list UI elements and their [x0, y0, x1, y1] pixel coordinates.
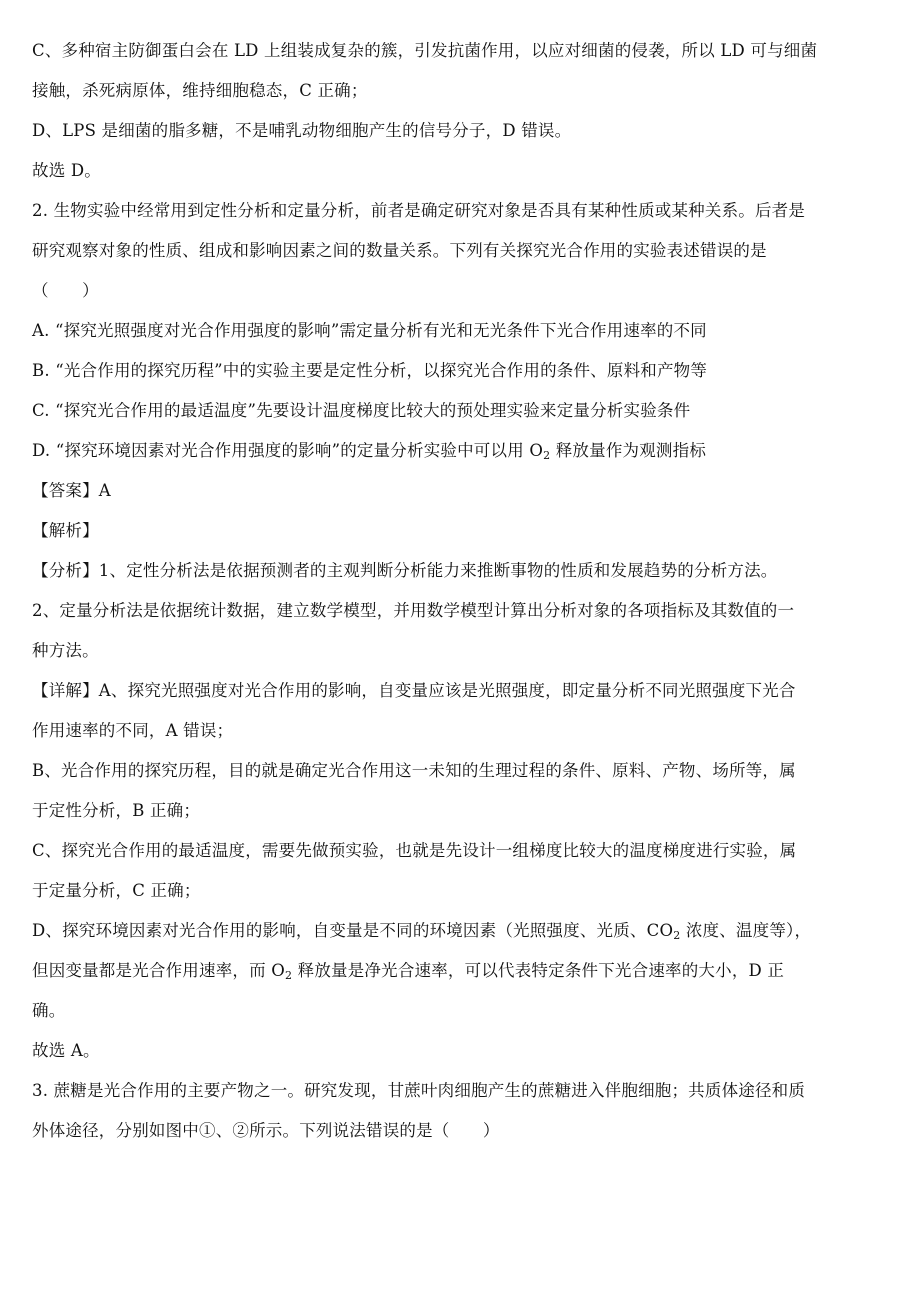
text-line-c-option-analysis: C、多种宿主防御蛋白会在 LD 上组装成复杂的簇，引发抗菌作用，以应对细菌的侵袭，所以 LD 可与细菌 [32, 41, 818, 60]
detail-d-cont [32, 960, 872, 982]
question-2-blank: （ ） [32, 281, 99, 300]
detail-d-text-before: D、探究环境因素对光合作用的影响，自变量是不同的环境因素（光照强度、光质、CO [32, 921, 674, 940]
detail-c-cont: 于定量分析，C 正确； [32, 881, 201, 900]
question-2-stem: 2. 生物实验中经常用到定性分析和定量分析，前者是确定研究对象是否具有某种性质或某种关系。后者是 [32, 201, 806, 220]
question-3-stem-cont: 外体途径，分别如图中①、②所示。下列说法错误的是（ ） [32, 1121, 500, 1140]
explanation-label: 【解析】 [32, 521, 99, 540]
text-line-d-option-analysis: D、LPS 是细菌的脂多糖，不是哺乳动物细胞产生的信号分子，D 错误。 [32, 121, 572, 140]
analysis-point-1: 【分析】1、定性分析法是依据预测者的主观判断分析能力来推断事物的性质和发展趋势的分析方法。 [32, 561, 778, 580]
detail-b-cont: 于定性分析，B 正确； [32, 801, 201, 820]
question-3-stem: 3. 蔗糖是光合作用的主要产物之一。研究发现，甘蔗叶肉细胞产生的蔗糖进入伴胞细胞；共质体途径和质 [32, 1081, 806, 1100]
question-2-stem-cont: 研究观察对象的性质、组成和影响因素之间的数量关系。下列有关探究光合作用的实验表述错误的是 [32, 241, 767, 260]
detail-b: B、光合作用的探究历程，目的就是确定光合作用这一未知的生理过程的条件、原料、产物、场所等，属 [32, 761, 796, 780]
detail-d [32, 920, 872, 942]
option-d-subscript: 2 [543, 449, 551, 462]
answer-label: 【答案】A [32, 481, 111, 500]
analysis-point-2-cont: 种方法。 [32, 641, 99, 660]
detail-a-cont: 作用速率的不同，A 错误； [32, 721, 234, 740]
question-2-option-a: A. “探究光照强度对光合作用强度的影响”需定量分析有光和无光条件下光合作用速率的不同 [32, 321, 707, 340]
text-line-c-option-analysis-cont: 接触，杀死病原体，维持细胞稳态，C 正确； [32, 81, 368, 100]
detail-d-cont-text-after: 释放量是净光合速率，可以代表特定条件下光合速率的大小，D 正 [292, 961, 785, 980]
detail-d-cont-text-before: 但因变量都是光合作用速率，而 O [32, 961, 285, 980]
question-2-conclusion: 故选 A。 [32, 1041, 100, 1060]
detail-d-cont-subscript: 2 [284, 969, 293, 982]
detail-a: 【详解】A、探究光照强度对光合作用的影响，自变量应该是光照强度，即定量分析不同光照强度下光合 [32, 681, 796, 700]
analysis-point-2: 2、定量分析法是依据统计数据，建立数学模型，并用数学模型计算出分析对象的各项指标及其数值的一 [32, 601, 795, 620]
detail-c: C、探究光合作用的最适温度，需要先做预实验，也就是先设计一组梯度比较大的温度梯度进行实验，属 [32, 841, 797, 860]
detail-d-end: 确。 [32, 1001, 66, 1020]
detail-d-subscript: 2 [673, 929, 681, 942]
option-d-text-before: D. “探究环境因素对光合作用强度的影响”的定量分析实验中可以用 O [32, 441, 544, 460]
text-line-q1-conclusion: 故选 D。 [32, 161, 101, 180]
question-2-option-d [32, 440, 872, 462]
option-d-text-after: 释放量作为观测指标 [550, 441, 707, 460]
detail-d-text-after: 浓度、温度等）， [680, 921, 812, 940]
question-2-option-b: B. “光合作用的探究历程”中的实验主要是定性分析，以探究光合作用的条件、原料和产物等 [32, 361, 708, 380]
question-2-option-c: C. “探究光合作用的最适温度”先要设计温度梯度比较大的预处理实验来定量分析实验条件 [32, 401, 691, 420]
